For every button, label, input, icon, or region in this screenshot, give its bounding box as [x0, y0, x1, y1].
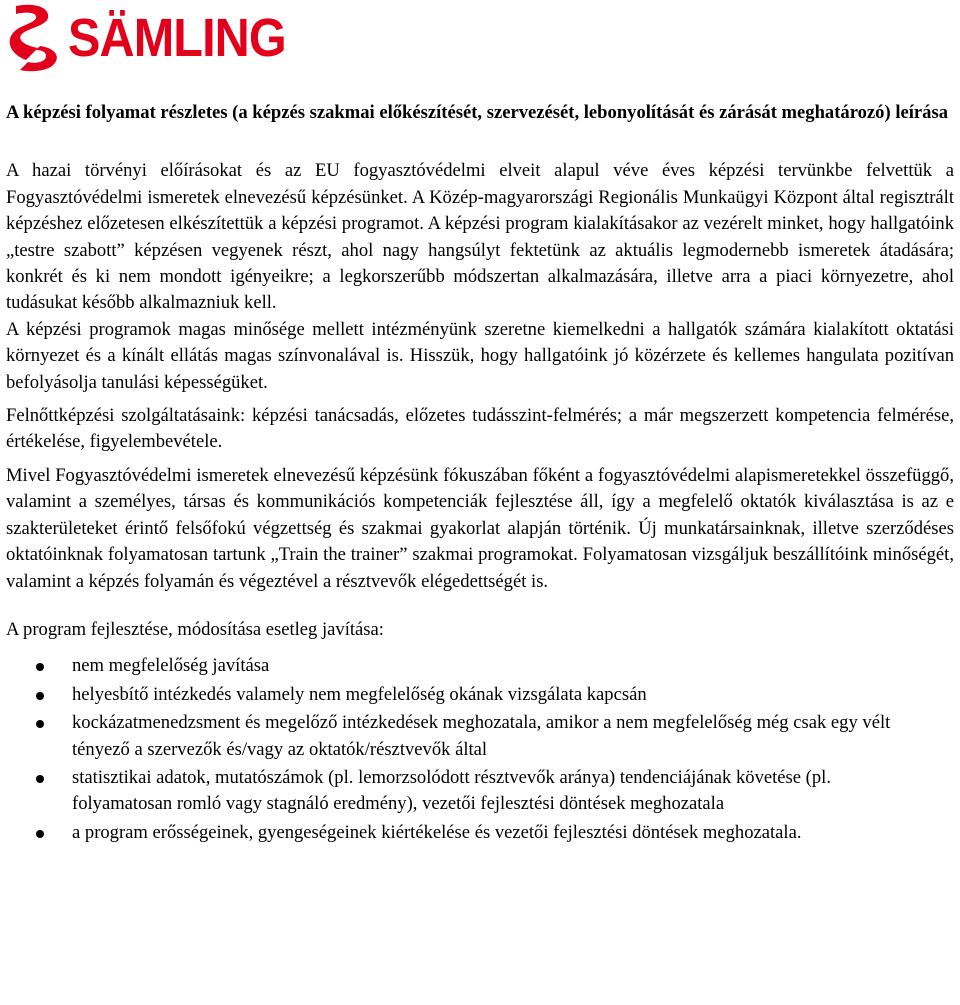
paragraph-quality: A képzési programok magas minősége mellett intézményünk szeretne kiemelkedni a hallgatók számára kialakított oktatási környezet és a kínált ellátás magas színvonalával is. Hisszük, hogy hallgatóink jó közérzete és kellemes hangulata pozitívan befolyásolja tanulási képességüket.	[6, 318, 954, 393]
list-item	[6, 820, 954, 846]
list-item	[6, 653, 954, 679]
paragraph-services: Felnőttképzési szolgáltatásaink: képzési tanácsadás, előzetes tudásszint-felmérés; a már megszerzett kompetencia felmérése, értékelése, figyelembevétele.	[6, 405, 954, 453]
list-item-text: nem megfelelőség javítása	[72, 655, 270, 677]
logo-wordmark: SÄMLING	[68, 8, 286, 68]
section-heading: A képzési folyamat részletes (a képzés szakmai előkészítését, szervezését, lebonyolítását és zárását meghatározó) leírása	[6, 102, 948, 123]
document-body	[6, 100, 954, 848]
bullet-icon	[36, 720, 44, 728]
bullet-icon	[36, 775, 44, 783]
list-item	[6, 765, 954, 818]
company-logo	[6, 2, 310, 74]
development-list	[6, 653, 954, 846]
paragraph-intro: A hazai törvényi előírásokat és az EU fogyasztóvédelmi elveit alapul véve éves képzési tervünkbe felvettük a Fogyasztóvédelmi ismeretek elnevezésű képzésünket. A Közép-magyarországi Regionális Munkaügyi Központ által regisztrált képzéshez előzetesen elkészítettük a képzési programot. A képzési program kialakításakor az vezérelt minket, hogy hallgatóink „testre szabott” képzésen vegyenek részt, ahol nagy hangsúlyt fektetünk az aktuális legmodernebb ismeretek átadására; konkrét és ki nem mondott igényeikre; a legkorszerűbb módszertan alkalmazására, illetve arra a piaci környezetre, ahol tudásukat később alkalmazniuk kell.	[6, 160, 954, 314]
list-item-text: kockázatmenedzsment és megelőző intézkedések meghozatala, amikor a nem megfelelőség még csak egy vélt tényező a szervezők és/vagy az oktatók/résztvevők által	[72, 712, 891, 760]
bullet-icon	[36, 692, 44, 700]
list-item	[6, 710, 954, 763]
list-item-text: statisztikai adatok, mutatószámok (pl. lemorzsolódott résztvevők aránya) tendenciájának követése (pl. folyamatosan romló vagy stagnáló eredmény), vezetői fejlesztési döntések meghozatala	[72, 766, 831, 815]
bullet-icon	[36, 830, 44, 838]
list-item-text: a program erősségeinek, gyengeségeinek kiértékelése és vezetői fejlesztési döntések meghozatala.	[72, 821, 802, 843]
logo-swoosh-icon	[6, 2, 66, 74]
paragraph-trainers: Mivel Fogyasztóvédelmi ismeretek elnevezésű képzésünk fókuszában főként a fogyasztóvédelmi alapismeretekkel összefüggő, valamint a személyes, társas és kommunikációs kompetenciák fejlesztése áll, így a megfelelő oktatók kiválasztása is az e szakterületeket érintő felsőfokú végzettség és szakmai gyakorlat alapján történik. Új munkatársainknak, illetve szerződéses oktatóinknak folyamatosan tartunk „Train the trainer” szakmai programokat. Folyamatosan vizsgáljuk beszállítóink minőségét, valamint a képzés folyamán és végeztével a résztvevők elégedettségét is.	[6, 464, 954, 592]
list-intro: A program fejlesztése, módosítása esetleg javítása:	[6, 618, 384, 640]
list-item-text: helyesbítő intézkedés valamely nem megfelelőség okának vizsgálata kapcsán	[72, 683, 647, 705]
bullet-icon	[36, 663, 44, 671]
list-item	[6, 682, 954, 708]
